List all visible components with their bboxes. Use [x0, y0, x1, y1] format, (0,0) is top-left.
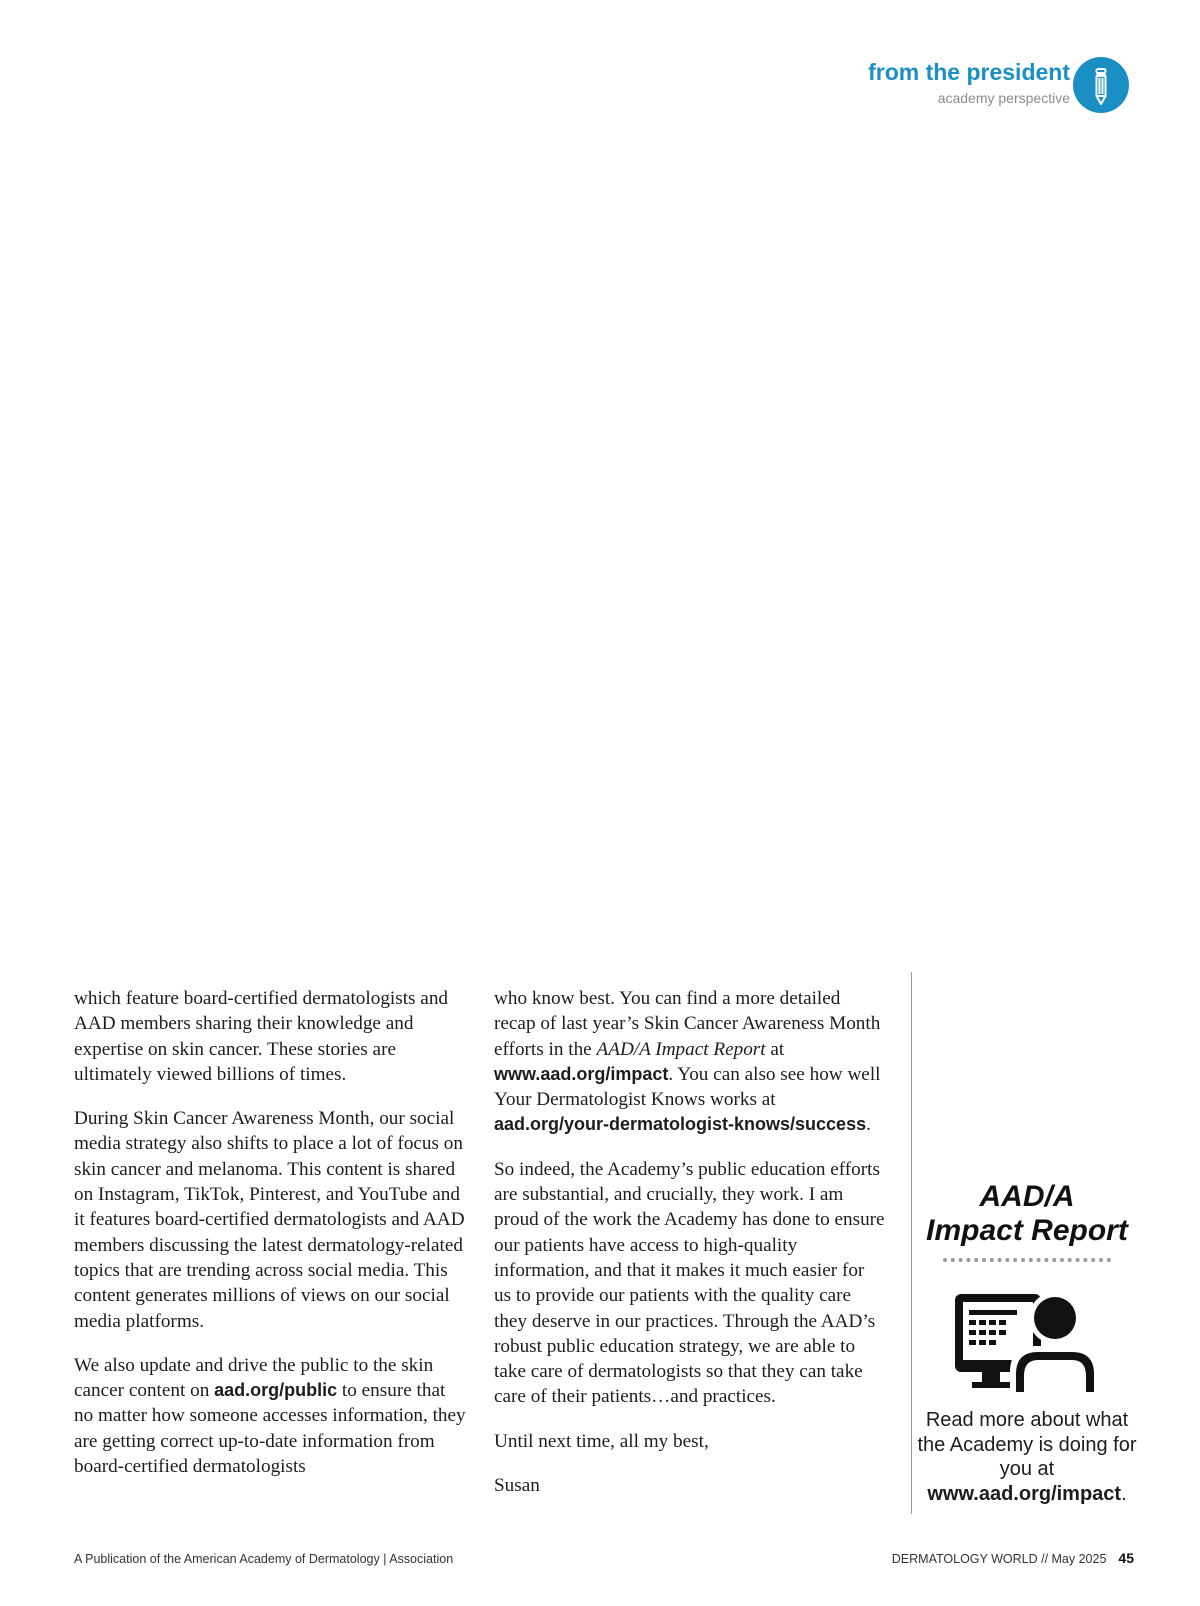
article-column-1 [74, 986, 466, 1498]
footer-folio [892, 1550, 1134, 1566]
article-column-2 [494, 986, 886, 1517]
paragraph: which feature board-certified dermatologists and AAD members sharing their knowledge and expertise on skin cancer. These stories are ultimately viewed billions of times. [74, 988, 449, 1085]
text: to ensure that no matter how someone accesses information, they are getting correct up-to-date information from board-certified dermatologists [74, 1380, 466, 1478]
text: . You can also see how well Your Dermatologist Knows works at [494, 1063, 881, 1111]
pencil-icon [1073, 57, 1129, 113]
text: . [866, 1114, 871, 1136]
report-title: AAD/A Impact Report [596, 1038, 766, 1060]
sidebar-title-line1: AAD/A [979, 1180, 1075, 1213]
link-impact[interactable]: www.aad.org/impact [494, 1063, 669, 1084]
paragraph [74, 1353, 466, 1479]
sidebar-title-line2: Impact Report [926, 1214, 1128, 1247]
section-title: from the president [868, 59, 1070, 85]
dotted-divider [943, 1258, 1111, 1262]
sidebar-period: . [1121, 1482, 1127, 1505]
section-header [868, 58, 1070, 106]
section-subtitle: academy perspective [937, 90, 1070, 106]
person-at-computer-icon [952, 1290, 1102, 1392]
page-number: 45 [1118, 1550, 1134, 1566]
pencil-badge [1073, 57, 1129, 113]
impact-report-sidebar [912, 1180, 1142, 1506]
text: who know best. You can find a more detailed recap of last year’s Skin Cancer Awareness Month efforts in the [494, 988, 881, 1060]
link-your-dermatologist-knows[interactable]: aad.org/your-dermatologist-knows/success [494, 1114, 867, 1135]
sidebar-title [912, 1180, 1142, 1248]
signature: Susan [494, 1475, 540, 1497]
paragraph: So indeed, the Academy’s public education efforts are substantial, and crucially, they work. I am proud of the work the Academy has done to ensure our patients have access to high-quality information, and that it makes it much easier for us to provide our patients with the quality care they deserve in our practices. Through the AAD’s robust public education strategy, we are able to take care of dermatologists so that they can take care of their patients…and practices. [494, 1158, 885, 1408]
paragraph: During Skin Cancer Awareness Month, our social media strategy also shifts to place a lot of focus on skin cancer and melanoma. This content is shared on Instagram, TikTok, Pinterest, and YouTube and it features board-certified dermatologists and AAD members discussing the latest dermatology-related topics that are trending across social media. This content generates millions of views on our social media platforms. [74, 1108, 465, 1332]
footer-magazine: DERMATOLOGY WORLD // May 2025 [891, 1552, 1107, 1566]
closing-line: Until next time, all my best, [494, 1430, 709, 1452]
link-aad-public[interactable]: aad.org/public [214, 1380, 338, 1401]
footer-publication: A Publication of the American Academy of Dermatology | Association [74, 1552, 454, 1566]
sidebar-link-impact[interactable]: www.aad.org/impact [927, 1482, 1122, 1505]
sidebar-body: Read more about what the Academy is doing for you at [917, 1409, 1137, 1480]
text: at [765, 1038, 785, 1060]
text: We also update and drive the public to the skin cancer content on [74, 1354, 434, 1402]
paragraph [494, 986, 886, 1138]
sidebar-text [912, 1408, 1142, 1506]
